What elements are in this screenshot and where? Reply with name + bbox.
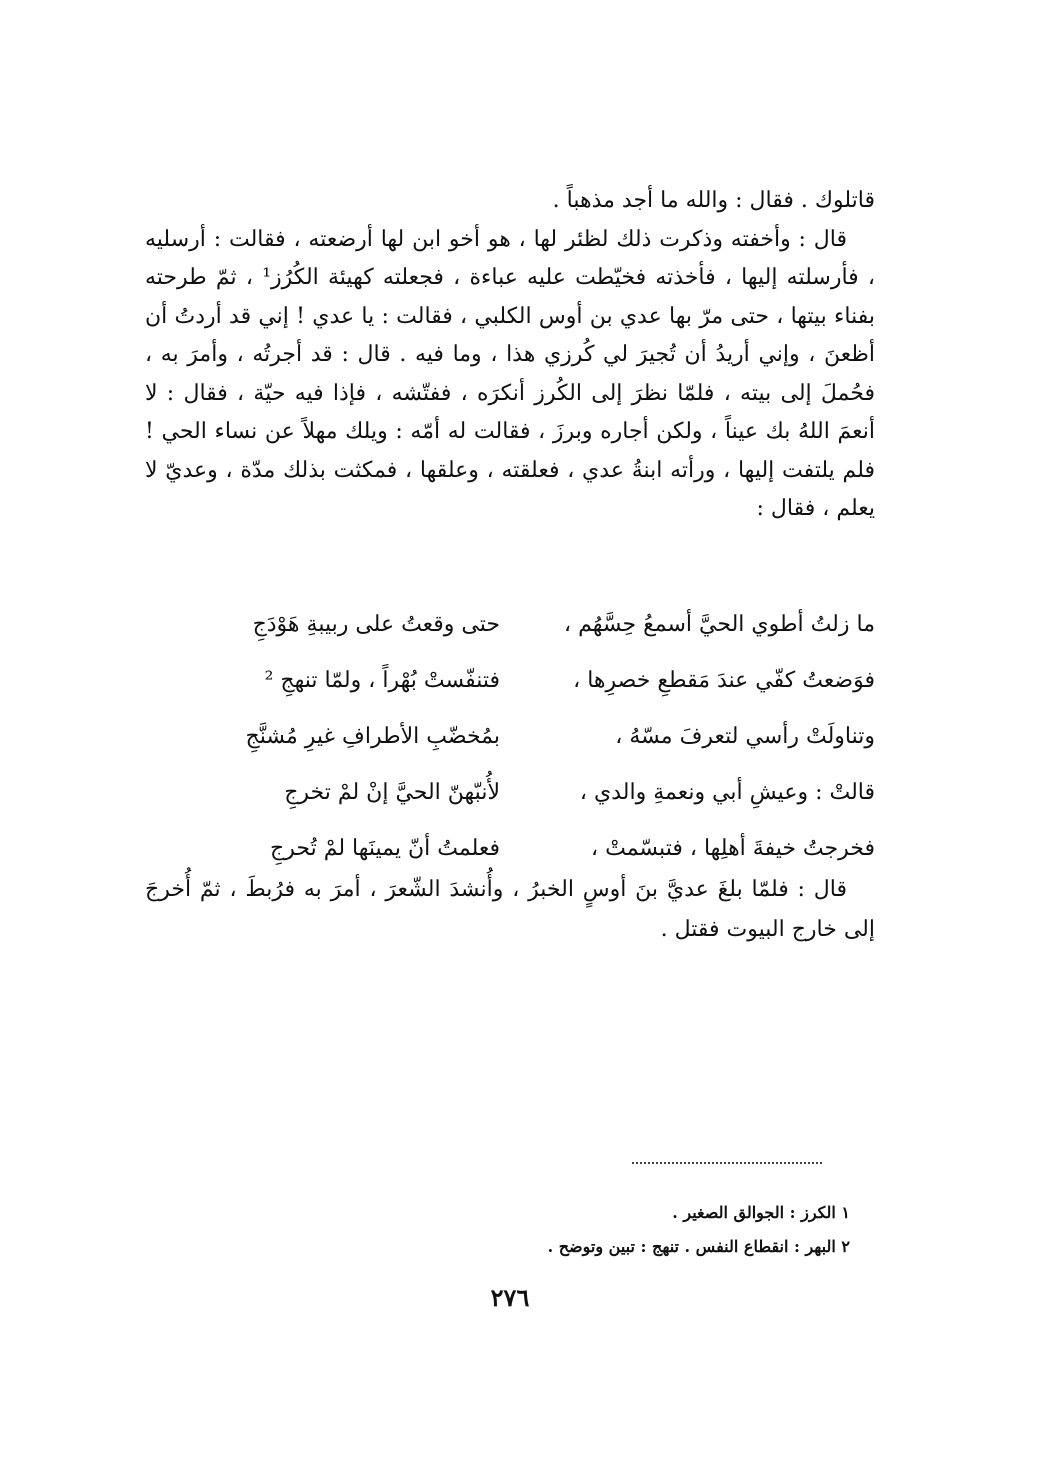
- verse-line: [145, 821, 875, 877]
- paragraph-closing: قال : فلمّا بلغَ عديَّ بنَ أوسٍ الخبرُ ، وأُنشدَ الشّعرَ ، أمرَ به فرُبطَ ، ثمّ أُخرجَ إلى خارج البيوت فقتل .: [145, 877, 875, 942]
- verse-line: [145, 653, 875, 709]
- verse-second-hemistich: فعلمتُ أنّ يمينَها لمْ تُحرجِ: [270, 836, 500, 861]
- footnotes: [420, 1196, 850, 1264]
- verse-line: [145, 597, 875, 653]
- verse-second-hemistich: لأُنبّهنّ الحيَّ إنْ لمْ تخرجِ: [284, 780, 500, 805]
- verse-second-hemistich: بمُخضّبِ الأطرافِ غيرِ مُشنَّجِ: [245, 724, 500, 749]
- body-text: [145, 182, 875, 529]
- verse-second-hemistich: فتنفّستْ بُهْراً ، ولمّا تنهجِ ²: [264, 668, 500, 693]
- verse-first-hemistich: فخرجتُ خيفةَ أهلِها ، فتبسّمتْ ،: [591, 836, 875, 861]
- verse-first-hemistich: قالتْ : وعيشِ أبي ونعمةِ والدي ،: [579, 780, 875, 805]
- footnote: ١ الكرز : الجوالق الصغير .: [672, 1203, 850, 1222]
- verse-line: [145, 765, 875, 821]
- verse-first-hemistich: ما زلتُ أطوي الحيَّ أسمعُ حِسَّهُم ،: [563, 612, 875, 637]
- paragraph-narrative: قال : وأخفته وذكرت ذلك لظئر لها ، هو أخو ابن لها أرضعته ، فقالت : أرسليه ، فأرسلته إليها ، فأخذته فخيّطت عليه عباءة ، فجعلته كهيئة الكُرُز¹ ، ثمّ طرحته بفناء بيتها ، حتى مرّ بها عدي بن أوس الكلبي ، فقالت : يا عدي ! إني قد أردتُ أن أظعنَ ، وإني أريدُ أن تُجيرَ لي كُرزي هذا ، وما فيه . قال : قد أجرتُه ، وأمرَ به ، فحُملَ إلى بيته ، فلمّا نظرَ إلى الكُرز أنكرَه ، ففتّشه ، فإذا فيه حيّة ، فقال : لا أنعمَ اللهُ بك عيناً ، ولكن أجاره وبرزَ ، فقالت له أمّه : ويلك مهلاً عن نساء الحي ! فلم يلتفت إليها ، ورأته ابنةُ عدي ، فعلقته ، وعلقها ، فمكثت بذلك مدّة ، وعديّ لا يعلم ، فقال :: [145, 226, 875, 521]
- page-number: ٢٧٦: [490, 1283, 530, 1312]
- closing-text: [145, 870, 875, 950]
- footnote: ٢ البهر : انقطاع النفس . تنهج : تبين وتوضح .: [547, 1237, 850, 1256]
- footnote-separator: [632, 1162, 822, 1164]
- verse-first-hemistich: وتناولَتْ رأسي لتعرفَ مسّهُ ،: [615, 724, 875, 749]
- paragraph-intro: قاتلوك . فقال : والله ما أجد مذهباً .: [552, 188, 875, 213]
- poem: [145, 597, 875, 877]
- verse-first-hemistich: فوَضعتُ كفّي عندَ مَقطعِ خصرِها ،: [573, 668, 875, 693]
- verse-second-hemistich: حتى وقعتُ على ربيبةِ هَوْدَجِ: [252, 612, 500, 637]
- verse-line: [145, 709, 875, 765]
